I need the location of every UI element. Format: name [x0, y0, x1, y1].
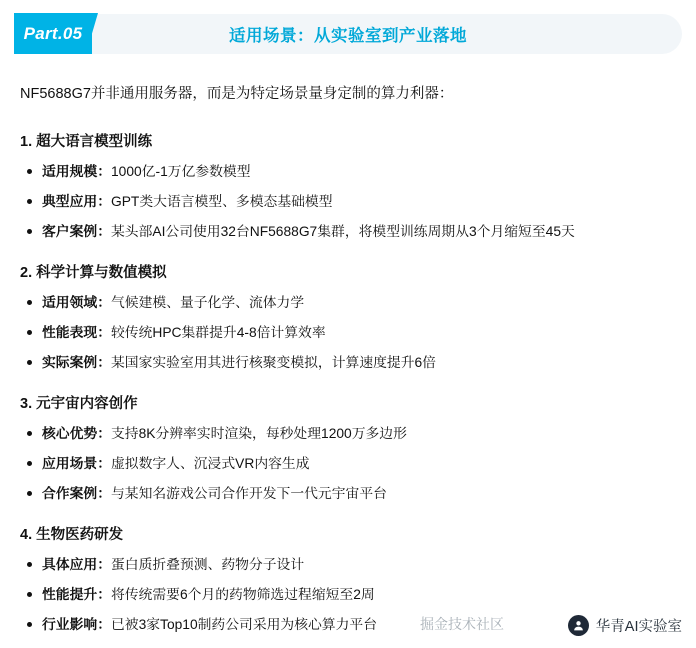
section-4-title: 4. 生物医药研发: [20, 526, 124, 543]
section-3-title: 3. 元宇宙内容创作: [20, 395, 138, 412]
list-item: [20, 222, 676, 242]
section-2: [20, 261, 676, 373]
bullet-label: 行业影响: [42, 616, 98, 632]
intro-paragraph: NF5688G7并非通用服务器，而是为特定场景量身定制的算力利器：: [20, 86, 454, 102]
bullet-value: GPT类大语言模型、多模态基础模型: [110, 193, 333, 209]
bullet-dot-icon: [27, 562, 32, 567]
bullet-value: 某头部AI公司使用32台NF5688G7集群，将模型训练周期从3个月缩短至45天: [110, 223, 575, 239]
bullet-label: 具体应用: [42, 556, 98, 572]
list-item: [20, 424, 676, 444]
list-item: [20, 585, 676, 605]
part-badge: Part.05: [14, 13, 92, 54]
bullet-value: 气候建模、量子化学、流体力学: [110, 294, 305, 310]
page-header: [0, 0, 696, 62]
bullet-label: 合作案例: [42, 485, 98, 501]
section-3-bullets: [20, 424, 676, 504]
bullet-dot-icon: [27, 229, 32, 234]
bullet-value: 将传统需要6个月的药物筛选过程缩短至2周: [110, 586, 375, 602]
bullet-dot-icon: [27, 461, 32, 466]
section-1-title: 1. 超大语言模型训练: [20, 133, 153, 150]
bullet-dot-icon: [27, 431, 32, 436]
avatar: [568, 615, 589, 636]
list-item: [20, 293, 676, 313]
bullet-label: 适用规模: [42, 163, 98, 179]
bullet-label: 适用领域: [42, 294, 98, 310]
bullet-separator: ：: [97, 223, 111, 239]
site-watermark: 掘金技术社区: [420, 616, 504, 632]
bullet-dot-icon: [27, 330, 32, 335]
bullet-label: 性能提升: [42, 586, 98, 602]
list-item: [20, 353, 676, 373]
section-3: [20, 392, 676, 504]
document-content: [0, 84, 696, 635]
bullet-value: 较传统HPC集群提升4-8倍计算效率: [110, 324, 326, 340]
bullet-separator: ：: [97, 294, 111, 310]
section-1-bullets: [20, 162, 676, 242]
bullet-value: 与某知名游戏公司合作开发下一代元宇宙平台: [110, 485, 387, 501]
page-title: 适用场景：从实验室到产业落地: [229, 27, 467, 45]
bullet-label: 实际案例: [42, 354, 98, 370]
bullet-value: 蛋白质折叠预测、药物分子设计: [110, 556, 305, 572]
bullet-dot-icon: [27, 491, 32, 496]
bullet-separator: ：: [97, 354, 111, 370]
bullet-label: 应用场景: [42, 455, 98, 471]
bullet-separator: ：: [97, 455, 111, 471]
bullet-dot-icon: [27, 592, 32, 597]
bullet-separator: ：: [97, 163, 111, 179]
bullet-separator: ：: [97, 556, 111, 572]
list-item: [20, 162, 676, 182]
bullet-value: 支持8K分辨率实时渲染，每秒处理1200万多边形: [110, 425, 407, 441]
bullet-label: 客户案例: [42, 223, 98, 239]
bullet-label: 核心优势: [42, 425, 98, 441]
author-watermark: [568, 615, 682, 636]
bullet-label: 典型应用: [42, 193, 98, 209]
bullet-dot-icon: [27, 300, 32, 305]
bullet-dot-icon: [27, 360, 32, 365]
bullet-label: 性能表现: [42, 324, 98, 340]
bullet-value: 虚拟数字人、沉浸式VR内容生成: [110, 455, 310, 471]
bullet-value: 1000亿-1万亿参数模型: [110, 163, 251, 179]
bullet-separator: ：: [97, 616, 111, 632]
section-2-title: 2. 科学计算与数值模拟: [20, 264, 167, 281]
bullet-value: 某国家实验室用其进行核聚变模拟，计算速度提升6倍: [110, 354, 436, 370]
list-item: [20, 454, 676, 474]
bullet-value: 已被3家Top10制药公司采用为核心算力平台: [110, 616, 377, 632]
bullet-dot-icon: [27, 169, 32, 174]
author-name: 华青AI实验室: [595, 619, 682, 635]
section-2-bullets: [20, 293, 676, 373]
bullet-separator: ：: [97, 193, 111, 209]
list-item: [20, 484, 676, 504]
list-item: [20, 323, 676, 343]
bullet-separator: ：: [97, 425, 111, 441]
bullet-dot-icon: [27, 199, 32, 204]
bullet-separator: ：: [97, 586, 111, 602]
list-item: [20, 192, 676, 212]
bullet-dot-icon: [27, 622, 32, 627]
section-1: [20, 130, 676, 242]
bullet-separator: ：: [97, 485, 111, 501]
list-item: [20, 555, 676, 575]
bullet-separator: ：: [97, 324, 111, 340]
